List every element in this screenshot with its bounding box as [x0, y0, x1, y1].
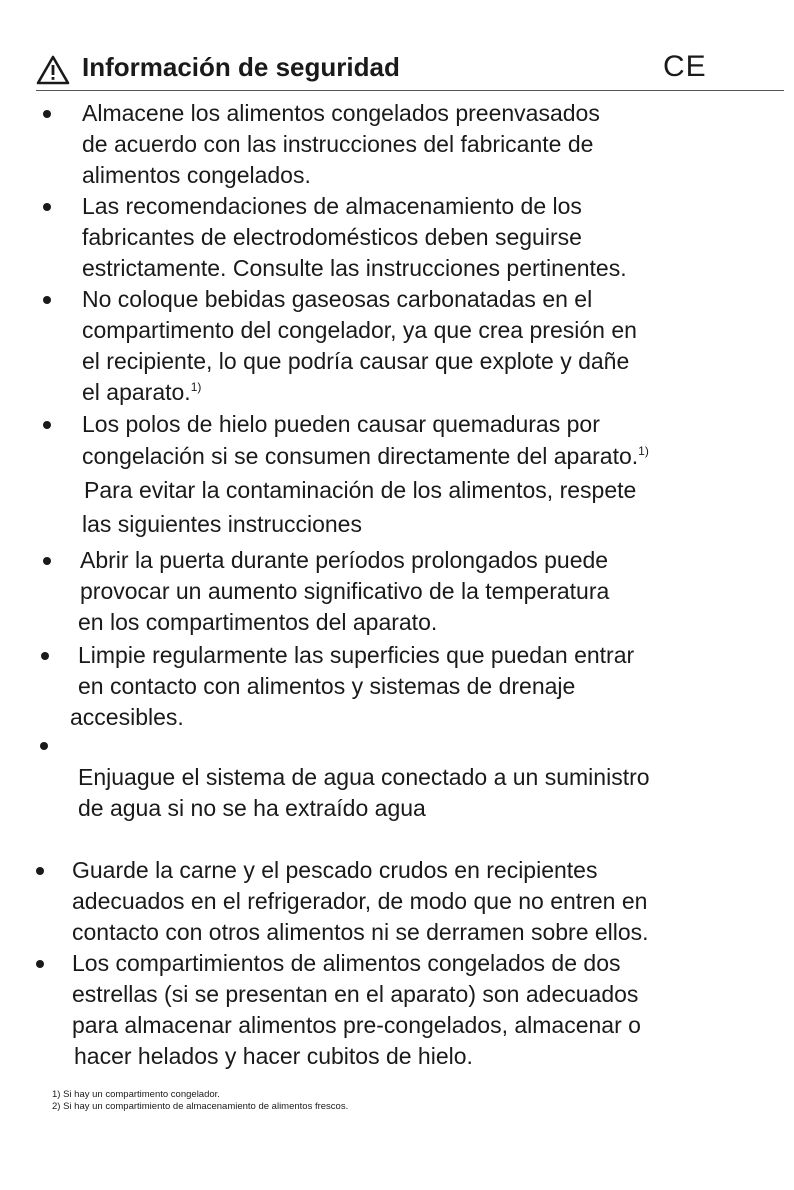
page-title: Información de seguridad [82, 52, 400, 82]
list-item-line: en contacto con alimentos y sistemas de drenaje [78, 673, 576, 699]
intro-line: las siguientes instrucciones [82, 511, 362, 537]
section-header [36, 48, 784, 91]
bullet-dot [36, 960, 44, 968]
list-item-line: provocar un aumento significativo de la temperatura [80, 578, 610, 604]
bullet-dot [36, 867, 44, 875]
bullet-dot [43, 557, 51, 565]
list-item-line: Los compartimientos de alimentos congelados de dos [72, 950, 621, 976]
list-item-text: congelación si se consumen directamente del aparato. [82, 443, 639, 469]
bullet-dot [43, 296, 51, 304]
list-item-line: alimentos congelados. [82, 162, 311, 188]
list-item-line: en los compartimentos del aparato. [78, 609, 438, 635]
list-item-line: Guarde la carne y el pescado crudos en recipientes [72, 857, 598, 883]
footnote-ref: 1) [190, 380, 202, 394]
list-item-line: compartimento del congelador, ya que crea presión en [82, 317, 637, 343]
warning-triangle-icon [36, 55, 70, 85]
list-item-line: No coloque bebidas gaseosas carbonatadas en el [82, 286, 593, 312]
list-item-line: para almacenar alimentos pre-congelados, almacenar o [72, 1012, 641, 1038]
list-item-line: estrellas (si se presentan en el aparato) son adecuados [72, 981, 639, 1007]
bullet-dot [43, 203, 51, 211]
footnote: 2) Si hay un compartimiento de almacenamiento de alimentos frescos. [52, 1101, 349, 1112]
list-item-line-with-footnote [82, 377, 201, 412]
bullet-dot [43, 110, 51, 118]
footnote: 1) Si hay un compartimento congelador. [52, 1089, 220, 1100]
list-item-line: fabricantes de electrodomésticos deben seguirse [82, 224, 582, 250]
list-item-line: el recipiente, lo que podría causar que explote y dañe [82, 348, 630, 374]
list-item-line: de agua si no se ha extraído agua [78, 795, 426, 821]
list-item-line: adecuados en el refrigerador, de modo que no entren en [72, 888, 648, 914]
list-item-line: hacer helados y hacer cubitos de hielo. [74, 1043, 473, 1069]
bullet-dot [40, 742, 48, 750]
bullet-dot [43, 421, 51, 429]
footnote-ref: 1) [638, 444, 649, 458]
list-item-line: Enjuague el sistema de agua conectado a un suministro [78, 764, 650, 790]
intro-line: Para evitar la contaminación de los alimentos, respete [84, 477, 637, 503]
list-item-line-with-footnote [82, 441, 649, 476]
list-item-line: Abrir la puerta durante períodos prolongados puede [80, 547, 609, 573]
bullet-dot [41, 652, 49, 660]
list-item-line: accesibles. [70, 704, 184, 730]
list-item-line: Los polos de hielo pueden causar quemaduras por [82, 411, 600, 437]
list-item-line: contacto con otros alimentos ni se derramen sobre ellos. [72, 919, 649, 945]
list-item-line: Las recomendaciones de almacenamiento de los [82, 193, 582, 219]
list-item-text: el aparato. [82, 379, 191, 405]
list-item-line: Limpie regularmente las superficies que puedan entrar [78, 642, 635, 668]
list-item-line: Almacene los alimentos congelados preenvasados [82, 100, 600, 126]
ce-mark: CE [663, 50, 707, 83]
list-item-line: de acuerdo con las instrucciones del fabricante de [82, 131, 594, 157]
list-item-line: estrictamente. Consulte las instrucciones pertinentes. [82, 255, 627, 281]
